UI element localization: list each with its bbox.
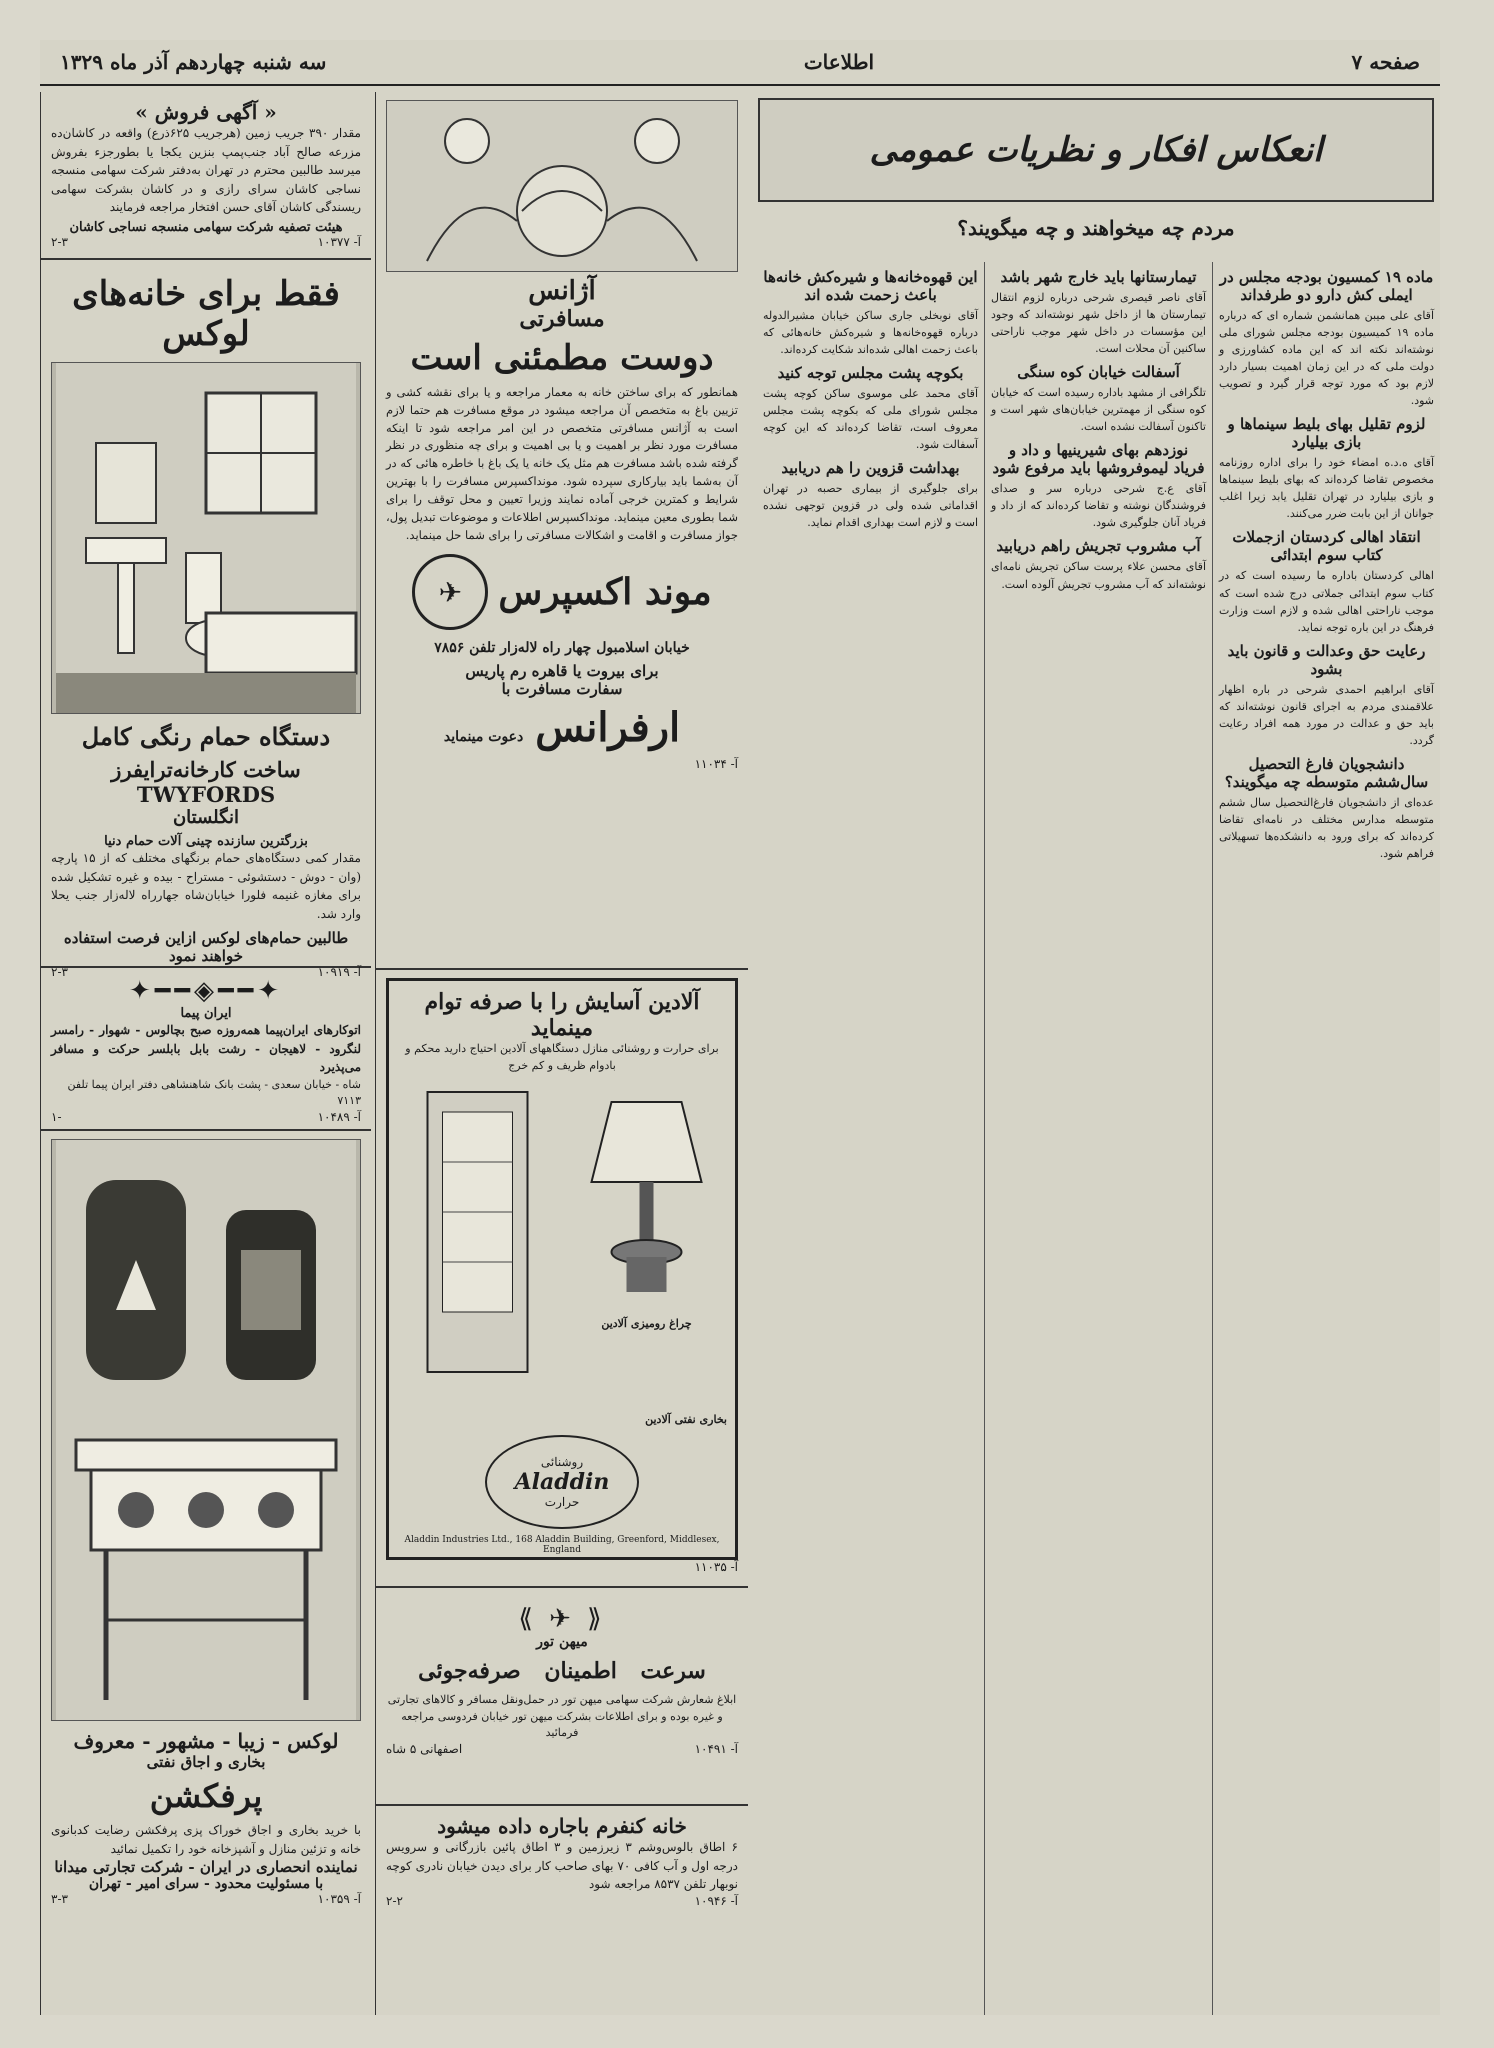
- airfrance-line2: سفارت مسافرت با: [501, 680, 623, 699]
- perfection-ad: [41, 1131, 371, 1914]
- travel-title1: آژانس: [528, 276, 596, 306]
- article-title: این قهوه‌خانه‌ها و شیره‌کش خانه‌ها باعث زحمت شده اند: [763, 268, 978, 304]
- mihantour-slogan: سرعت اطمینان صرفه‌جوئی: [418, 1658, 706, 1684]
- house-rent-ad: [376, 1806, 748, 1916]
- perfection-code: آ- ۱۰۳۵۹ ۳-۳: [51, 1892, 361, 1907]
- left-ads-column: [40, 92, 371, 2015]
- lamp-icon: [566, 1082, 727, 1312]
- twyfords-code: آ- ۱۰۹۱۹ ۲-۳: [51, 965, 361, 980]
- aladdin-logo-badge: [397, 1435, 727, 1529]
- twyfords-headline: فقط برای خانه‌های لوکس: [72, 274, 340, 354]
- perfection-line1: لوکس - زیبا - مشهور - معروف: [73, 1729, 339, 1753]
- airfrance-invite: دعوت مینماید: [443, 729, 524, 746]
- aladdin-intro: برای حرارت و روشنائی منازل دستگاههای آلادین احتیاج دارید محکم و بادوام ظریف و کم خرج: [405, 1042, 719, 1072]
- heater-stove-illustration: [51, 1139, 361, 1721]
- article-body: آقای علی میبن همانشمن شماره ای که درباره ماده ۱۹ کمیسیون بودجه مجلس شورای ملی نوشته‌اند نکته اند که این ماده کشاورزی و دولت ملی که در این زمان اهمیت بسیار دارد لازم بود که مورد توجه قرار گیرد و تصویب شود.: [1219, 309, 1435, 408]
- twyfords-caption: دستگاه حمام رنگی کامل: [81, 722, 331, 751]
- article-title: نوزدهم بهای شیرینیها و داد و فریاد لیموفروشها باید مرفوع شود: [992, 441, 1205, 478]
- newspaper-page: [40, 40, 1440, 2015]
- airfrance-row: [386, 698, 738, 757]
- bird-logo-icon: ✈: [412, 554, 488, 630]
- article-body: آقای ابراهیم احمدی شرحی در باره اظهار علاقمندی مردم به اجرای قانون نوشته‌اند که باید حق و عدالت در مورد همه افراد رعایت گردد.: [1219, 682, 1434, 747]
- mond-express-ad: [376, 92, 748, 970]
- perfection-body: با خرید بخاری و اجاق خوراک پزی پرفکشن رضایت کدبانوی خانه و تزئین منازل و آشپزخانه خود را تکمیل نمائید: [51, 1823, 361, 1856]
- article-column-1: [1212, 262, 1440, 2015]
- house-rent-headline: خانه کنفرم باجاره داده میشود: [437, 1814, 687, 1838]
- lamp-panel: [566, 1082, 727, 1412]
- mihantour-logo: میهن تور: [536, 1634, 588, 1650]
- bathroom-drawing: [52, 363, 360, 713]
- iranpeyma-logo-text: ایران پیما: [180, 1006, 232, 1021]
- perfection-line2: بخاری و اجاق نفتی: [146, 1753, 266, 1771]
- mond-express-address: خیابان اسلامبول چهار راه لاله‌زار تلفن ۷۸۵۶: [434, 640, 690, 657]
- mond-express-brand: موند اکسپرس: [498, 571, 712, 614]
- aladdin-sub1: روشنائی: [540, 1454, 584, 1469]
- page-header: [40, 40, 1440, 86]
- mihantour-code: آ- ۱۰۴۹۱ اصفهانی ۵ شاه: [386, 1741, 738, 1756]
- land-ad-title: « آگهی فروش »: [135, 100, 277, 124]
- iranpeyma-ad: [41, 968, 371, 1131]
- land-ad-code: آ- ۱۰۳۷۷ ۲-۳: [51, 234, 361, 249]
- article-body: آقای محسن علاء پرست ساکن تجریش نامه‌ای نوشته‌اند که آب مشروب تجریش آلوده است.: [991, 560, 1206, 591]
- article-title: دانشجویان فارغ التحصیل سال‌ششم متوسطه چه میگویند؟: [1224, 754, 1429, 791]
- twyfords-body: مقدار کمی دستگاه‌های حمام برنگهای مختلف که از ۱۵ پارچه (وان - دوش - دستشوئی - مستراح - بیده و غیره تشکیل شده برای مغازه غنیمه فلورا خیابان‌شاه جهارراه لاله‌زار جنب یحلا وارد شد.: [51, 851, 361, 921]
- article-title: لزوم تقلیل بهای بلیط سینماها و بازی بیلیارد: [1227, 415, 1426, 452]
- travel-headline: دوست مطمئنی است: [410, 338, 714, 378]
- mihantour-wings-icon: ⟪ ✈ ⟫: [518, 1604, 606, 1634]
- travel-code: آ- ۱۱۰۳۴: [694, 757, 738, 772]
- article-body: اهالی کردستان باداره ما رسیده است که در کتاب سوم ابتدائی جملاتی درج شده است که موجب ناراحتی اهالی شده و لازم است وزارت فرهنگ در این باره توجه نماید.: [1219, 569, 1434, 634]
- winged-logo-icon: ✦━━◈━━✦: [128, 976, 284, 1006]
- issue-date: سه شنبه چهاردهم آذر ماه ۱۳۲۹: [60, 50, 327, 74]
- mond-express-logo: [386, 554, 738, 630]
- airfrance-brand: ارفرانس: [535, 704, 681, 752]
- iranpeyma-code: آ- ۱۰۴۸۹ -۱: [51, 1109, 361, 1124]
- land-ad-body: مقدار ۳۹۰ جریب زمین (هرجریب ۶۲۵ذرع) واقعه در کاشان‌ده مزرعه صالح آباد جنب‌پمپ بنزین یکجا یا بطورجزء بفروش میرسد طالبین محترم در تهران به‌دفتر شرکت سهامی منسجه نساجی کاشان سرای رازی و در کاشان بشرکت سهامی ریسندگی کاشان آقای حسن افتخار مراجعه فرمایند: [51, 126, 361, 215]
- house-rent-code: آ- ۱۰۹۴۶ ۲-۲: [386, 1893, 738, 1908]
- heater-icon: [397, 1082, 558, 1382]
- heater-drawing: [52, 1140, 360, 1720]
- public-opinion-section: [752, 92, 1440, 2015]
- article-body: تلگرافی از مشهد باداره رسیده است که خیابان کوه سنگی از مهمترین خیابان‌های شهر است و تاکنون آسفالت نشده است.: [991, 386, 1206, 434]
- travel-body: همانطور که برای ساختن خانه به معمار مراجعه و یا برای نقشه کشی و تزیین باغ به متخصص آن مراجعه میشود در موقع مسافرت هم حتما لازم است به آژانس مسافرتی متخصص در این امر مراجعه شود تا اینکه مسافرت مورد نظر بر اهمیت و یا بی اهمیت و برای چه منظوری در نظر گرفته شده باشد مسافرت هم مثل یک خانه یا یک باغ با خاطره هائی که در آن به‌شما باید بیارکاری سپرده شود. مونداکسپرس مسافرت را با بهترین شرایط و کمترین خرجی آماده نمایند وزیرا تعیین و محل توقف را برای شما بطوری معین مینماید. مونداکسپرس اطلاعات و موضوعات تبدیل پول، جواز مسافرت و اقامت و اشکالات مسافرتی را برای شما حل مینماید.: [386, 385, 738, 542]
- heater-panel: [397, 1082, 558, 1412]
- house-rent-body: ۶ اطاق بالوس‌وشم ۳ زیرزمین و ۳ اطاق پائین بازرگانی و سرویس درجه اول و آب کافی ۷۰ بهای صاحب کار برای دیدن خیابان نادری کوچه نوبهار تلفن ۸۵۳۷ مراجعه شود: [386, 1840, 738, 1892]
- aladdin-products: [397, 1082, 727, 1412]
- article-body: آقای ع.ج شرحی درباره سر و صدای فروشندگان نوشته و تقاضا کرده‌اند که از داد و فریاد آنان جلوگیری شود.: [991, 482, 1206, 530]
- aladdin-sub2: حرارت: [544, 1494, 580, 1509]
- twyfords-ad: [41, 260, 371, 980]
- article-title: رعایت حق وعدالت و قانون باید بشود: [1227, 641, 1426, 678]
- aladdin-footer: Aladdin Industries Ltd., 168 Aladdin Building, Greenford, Middlesex, England: [404, 1534, 720, 1555]
- article-title: تیمارستانها باید خارج شهر باشد: [1000, 268, 1197, 286]
- article-title: آب مشروب تجریش راهم دریابید: [996, 537, 1201, 556]
- article-body: عده‌ای از دانشجویان فارغ‌التحصیل سال ششم متوسطه مدارس مختلف در نامه‌ای تقاضا کرده‌اند که برای ورود به دانشکده‌ها تسهیلاتی فراهم شود.: [1219, 795, 1434, 860]
- land-sale-ad: [41, 92, 371, 260]
- newspaper-name: اطلاعات: [803, 50, 875, 74]
- article-title: ماده ۱۹ کمسیون بودجه مجلس در ایملی کش دارو دو طرفداند: [1219, 268, 1434, 304]
- aladdin-logo: Aladdin: [514, 1468, 610, 1495]
- mihantour-ad: [376, 1588, 748, 1806]
- twyfords-country: انگلستان: [172, 807, 240, 828]
- article-body: برای جلوگیری از بیماری حصبه در تهران اقداماتی شده ولی در قزوین توجهی نشده است و لازم است بهداری اقدام نماید.: [763, 482, 978, 530]
- article-title: بهداشت قزوین را هم دریابید: [781, 459, 960, 478]
- articles-grid: [752, 262, 1440, 2015]
- iranpeyma-address: شاه - خیابان سعدی - پشت بانک شاهنشاهی دفتر ایران پیما تلفن ۷۱۱۳: [67, 1077, 361, 1108]
- travelers-drawing: [387, 101, 737, 271]
- article-title: آسفالت خیابان کوه سنگی: [1017, 363, 1180, 382]
- article-title: بکوچه پشت مجلس توجه کنید: [777, 364, 964, 383]
- perfection-address: با مسئولیت محدود - سرای امیر - تهران: [88, 1876, 324, 1893]
- perfection-brand: پرفکشن: [149, 1777, 263, 1815]
- airfrance-line1: برای بیروت یا قاهره رم پاریس: [465, 662, 659, 681]
- aladdin-frame: [386, 978, 738, 1560]
- land-ad-signer: هیئت تصفیه شرکت سهامی منسجه نساجی کاشان: [69, 219, 343, 235]
- article-column-2: [984, 262, 1212, 2015]
- section-banner: [758, 98, 1434, 202]
- perfection-agent: نماینده انحصاری در ایران - شرکت تجارتی میدانا: [54, 1858, 358, 1877]
- article-body: آقای نوبخلی جاری ساکن خیابان مشیرالدوله درباره قهوه‌خانه‌ها و شیره‌کش خانه‌هائی که باعث زحمت اهالی شده‌اند شکایت کرده‌اند.: [763, 309, 978, 357]
- aladdin-headline: آلادین آسایش را با صرفه توام مینماید: [424, 989, 700, 1041]
- article-body: آقای ناصر قیصری شرحی درباره لزوم انتقال تیمارستان ها از داخل شهر نوشته‌اند که وجود این مؤسسات در داخل شهر موجب ناراحتی ساکنین آن محلات است.: [991, 291, 1206, 356]
- aladdin-code: آ- ۱۱۰۳۵: [694, 1560, 738, 1574]
- lamp-title: چراغ رومیزی آلادین: [601, 1317, 692, 1330]
- heater-title: بخاری نفتی آلادین: [645, 1413, 727, 1426]
- bathroom-illustration: [51, 362, 361, 714]
- iranpeyma-body: اتوکارهای ایران‌پیما همه‌روزه صبح بچالوس - شهوار - رامسر لنگرود - لاهیجان - رشت بابل بابلسر حرکت و مسافر می‌پذیرد: [51, 1023, 361, 1075]
- travel-title2: مسافرتی: [519, 306, 605, 332]
- twyfords-footer: طالبین حمام‌های لوکس ازاین فرصت استفاده خواهند نمود: [63, 929, 349, 966]
- banner-title: انعکاس افکار و نظریات عمومی: [869, 130, 1323, 170]
- twyfords-maker: ساخت کارخانه‌ترایفرز TWYFORDS: [111, 757, 301, 807]
- article-column-3: [757, 262, 984, 2015]
- mihantour-body: ابلاغ شعارش شرکت سهامی میهن تور در حمل‌ونقل مسافر و کالاهای تجارتی و غیره بوده و برای اطلاعات بشرکت میهن تور خیابان فردوسی مراجعه فرمائید: [387, 1693, 737, 1739]
- middle-ads-column: [375, 92, 748, 2015]
- article-body: آقای ه.د.ه امضاء خود را برای اداره روزنامه مخصوص تقاضا کرده‌اند که بهای بلیط سینماها و بازی بیلیارد در تهران تقلیل یابد زیرا اغلب جوانان از این بابت ضرر می‌کنند.: [1219, 456, 1434, 521]
- article-title: انتقاد اهالی کردستان ازجملات کتاب سوم ابتدائی: [1232, 528, 1421, 565]
- article-body: آقای محمد علی موسوی ساکن کوچه پشت مجلس شورای ملی که بکوچه پشت مجلس معروف است، تقاضا کرده‌اند که این کوچه آسفالت شود.: [763, 387, 978, 452]
- page-number: صفحه ۷: [1351, 50, 1420, 74]
- travelers-illustration: [386, 100, 738, 272]
- section-question: مردم چه میخواهند و چه میگویند؟: [957, 216, 1235, 240]
- twyfords-tagline: بزرگترین سازنده چینی آلات حمام دنیا: [104, 834, 308, 849]
- aladdin-ad: [376, 970, 748, 1588]
